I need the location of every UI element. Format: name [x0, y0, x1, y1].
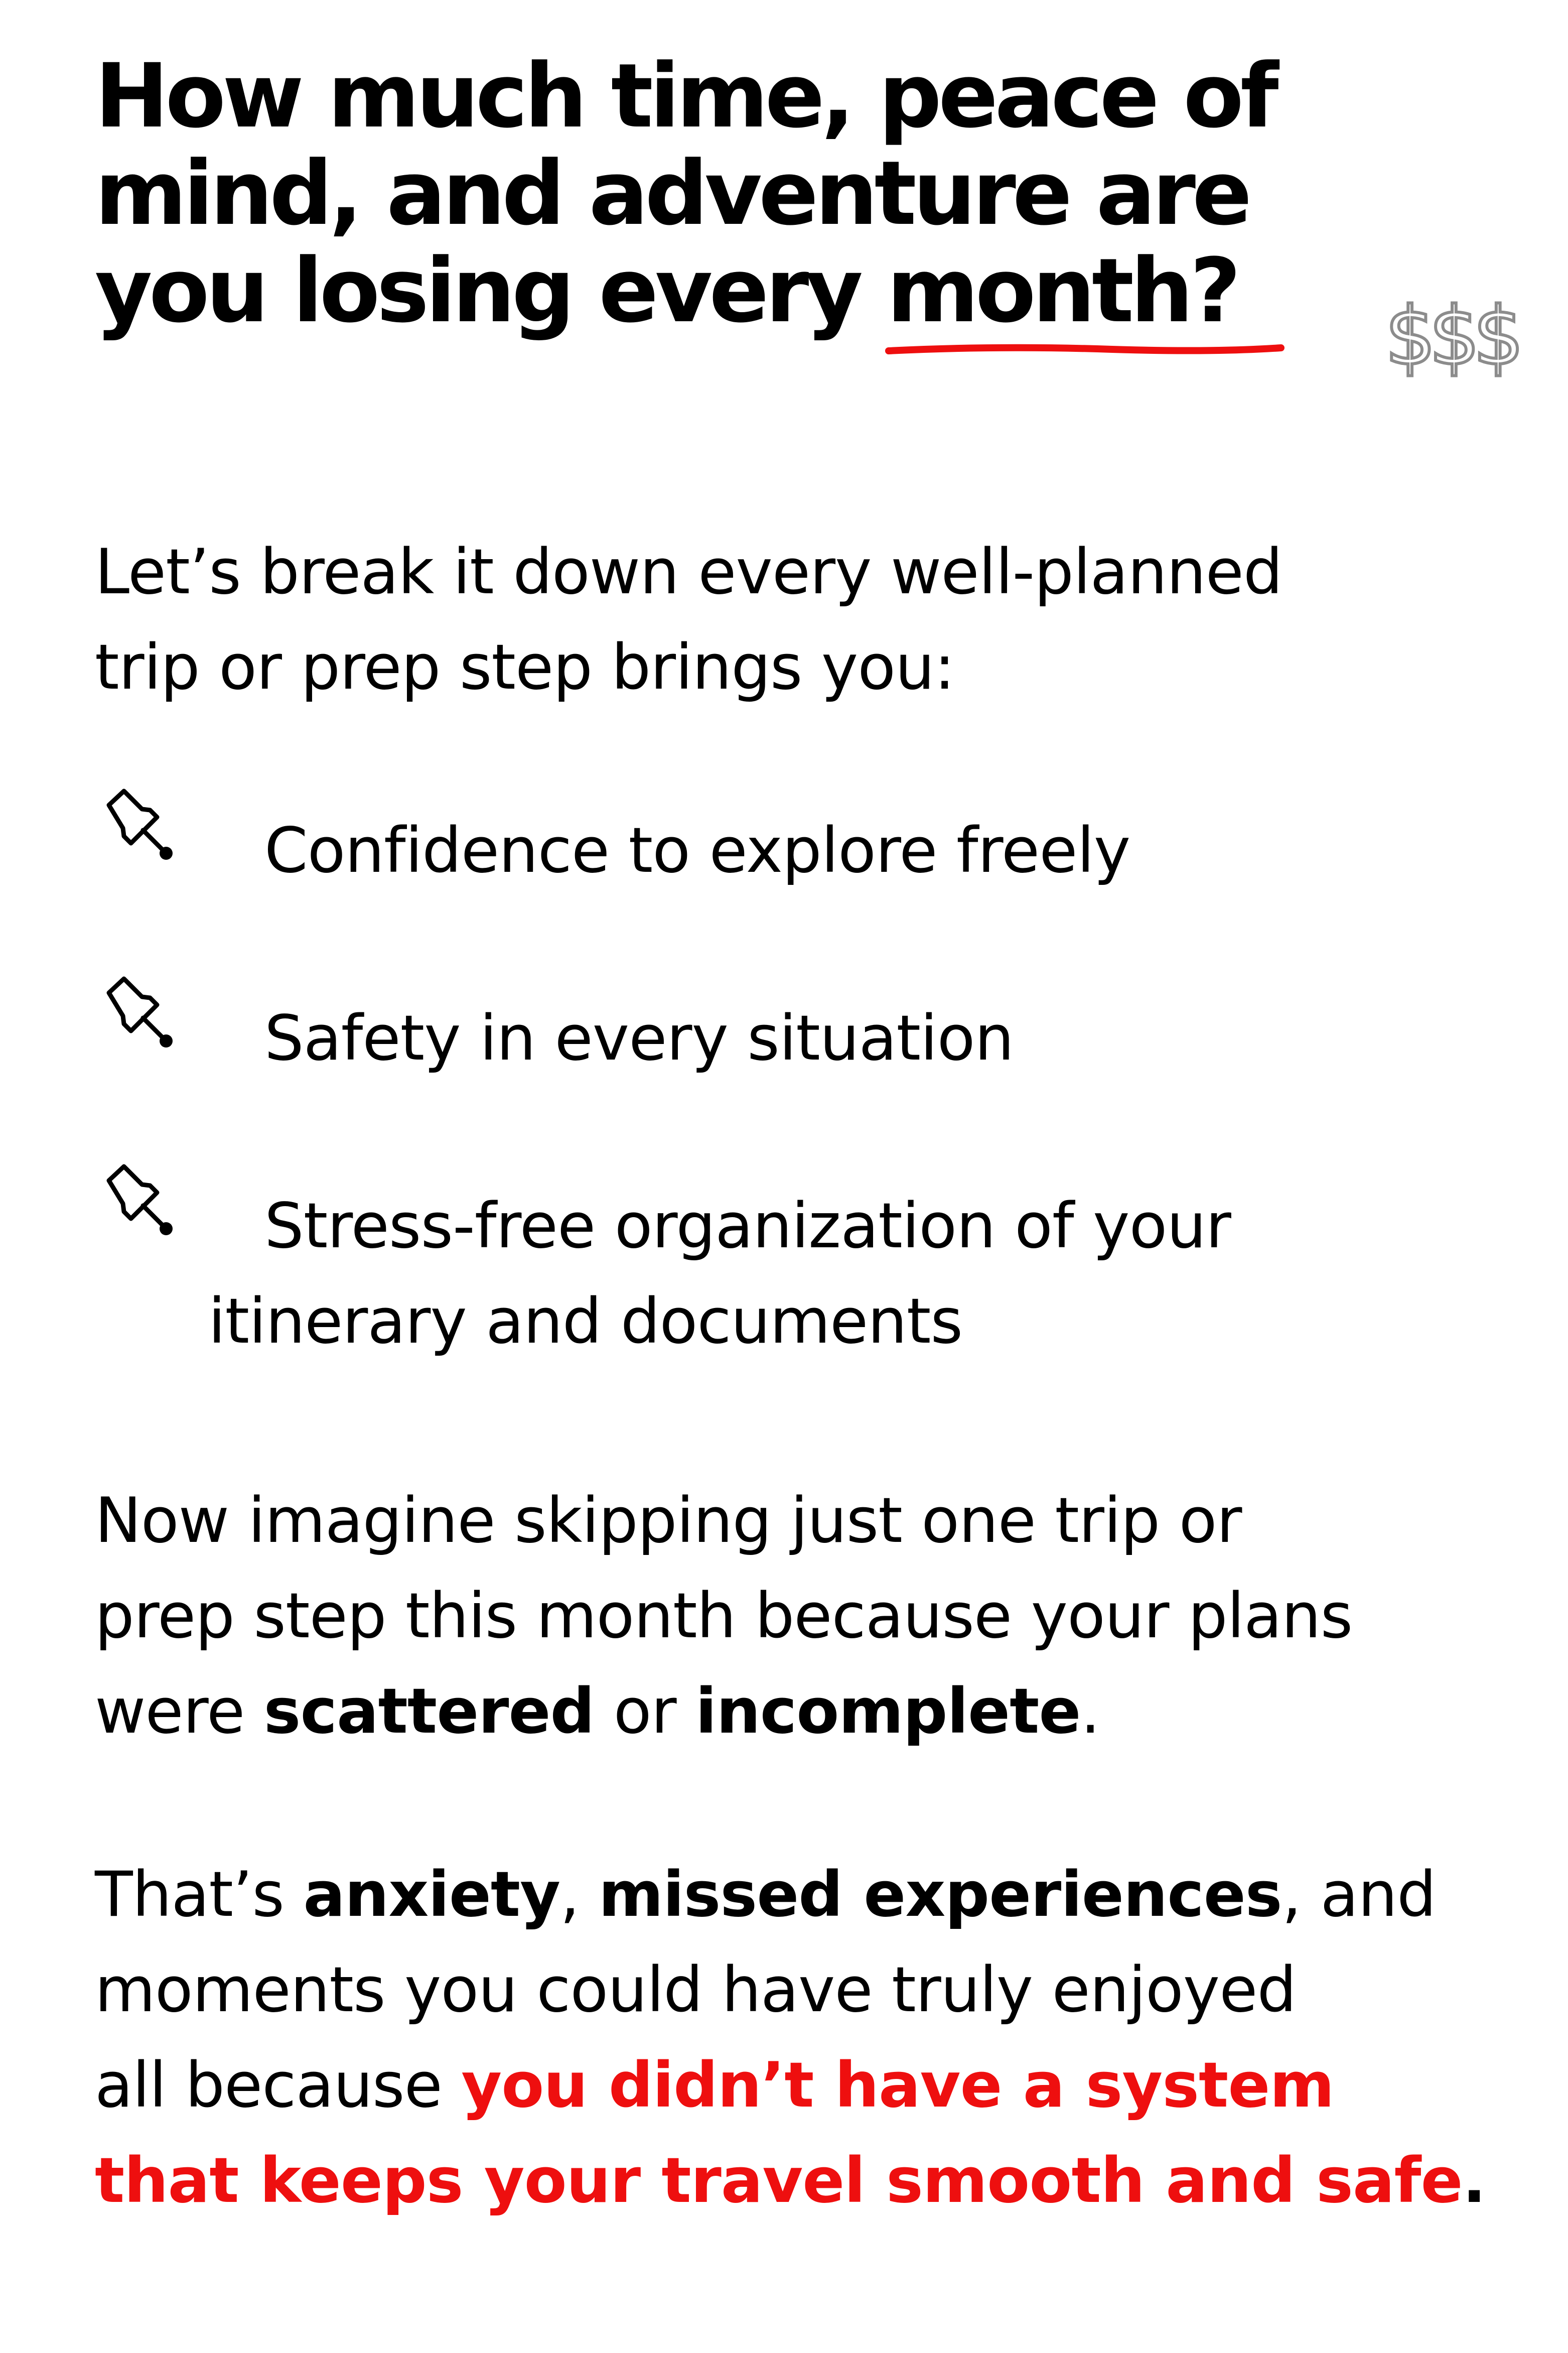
intro-paragraph — [95, 525, 1530, 715]
para3-bold-anxiety: anxiety — [303, 1859, 560, 1931]
list-item — [95, 991, 1530, 1086]
headline-emphasis-word — [887, 239, 1190, 342]
intro-line-1: Let’s break it down every well-planned — [95, 536, 1282, 608]
bullet-text-line-1: Stress-free organization of your — [264, 1190, 1231, 1262]
headline-line-1: How much time, peace of — [95, 45, 1275, 148]
para3-line-2: moments you could have truly enjoyed — [95, 1954, 1297, 2026]
para3-red-emphasis-1: you didn’t have a system — [461, 2049, 1334, 2122]
pushpin-icon — [100, 972, 185, 1057]
para2-line-1: Now imagine skipping just one trip or — [95, 1485, 1242, 1557]
warning-paragraph — [95, 1473, 1530, 1759]
para3-line-3-start: all because — [95, 2049, 462, 2122]
headline-question-mark: ? — [1190, 239, 1238, 342]
para2-bold-scattered: scattered — [263, 1675, 595, 1748]
bullet-text: Confidence to explore freely — [264, 815, 1130, 887]
bullet-text: Safety in every situation — [264, 1002, 1014, 1075]
consequence-paragraph — [95, 1847, 1530, 2229]
headline-line-3 — [95, 239, 1490, 342]
para3-and: , and — [1281, 1859, 1436, 1931]
para3-start: That’s — [95, 1859, 304, 1931]
headline-line-2: mind, and adventure are — [95, 142, 1249, 245]
pushpin-icon — [100, 784, 185, 869]
intro-line-2: trip or prep step brings you: — [95, 631, 955, 704]
bullet-text-line-2: itinerary and documents — [208, 1285, 963, 1358]
headline-emphasis-text: month — [887, 239, 1190, 342]
para3-bold-missed-experiences: missed experiences — [598, 1859, 1282, 1931]
pushpin-icon — [100, 1159, 185, 1245]
headline-line-3-start: you losing every — [95, 239, 887, 342]
para2-period: . — [1080, 1675, 1100, 1748]
para3-final-period: . — [1462, 2145, 1486, 2217]
list-item — [95, 1179, 1530, 1369]
list-item — [95, 803, 1530, 898]
para3-separator: , — [560, 1859, 599, 1931]
para2-or: or — [594, 1675, 696, 1748]
para2-line-2: prep step this month because your plans — [95, 1580, 1353, 1652]
benefits-list — [95, 803, 1530, 1462]
para2-line-3-start: were — [95, 1675, 264, 1748]
dollar-signs-decoration: $$$ — [1385, 289, 1517, 383]
page-title — [95, 45, 1490, 342]
para2-bold-incomplete: incomplete — [695, 1675, 1081, 1748]
red-underline-stroke — [887, 340, 1283, 360]
para3-red-emphasis-2: that keeps your travel smooth and safe — [95, 2145, 1463, 2217]
